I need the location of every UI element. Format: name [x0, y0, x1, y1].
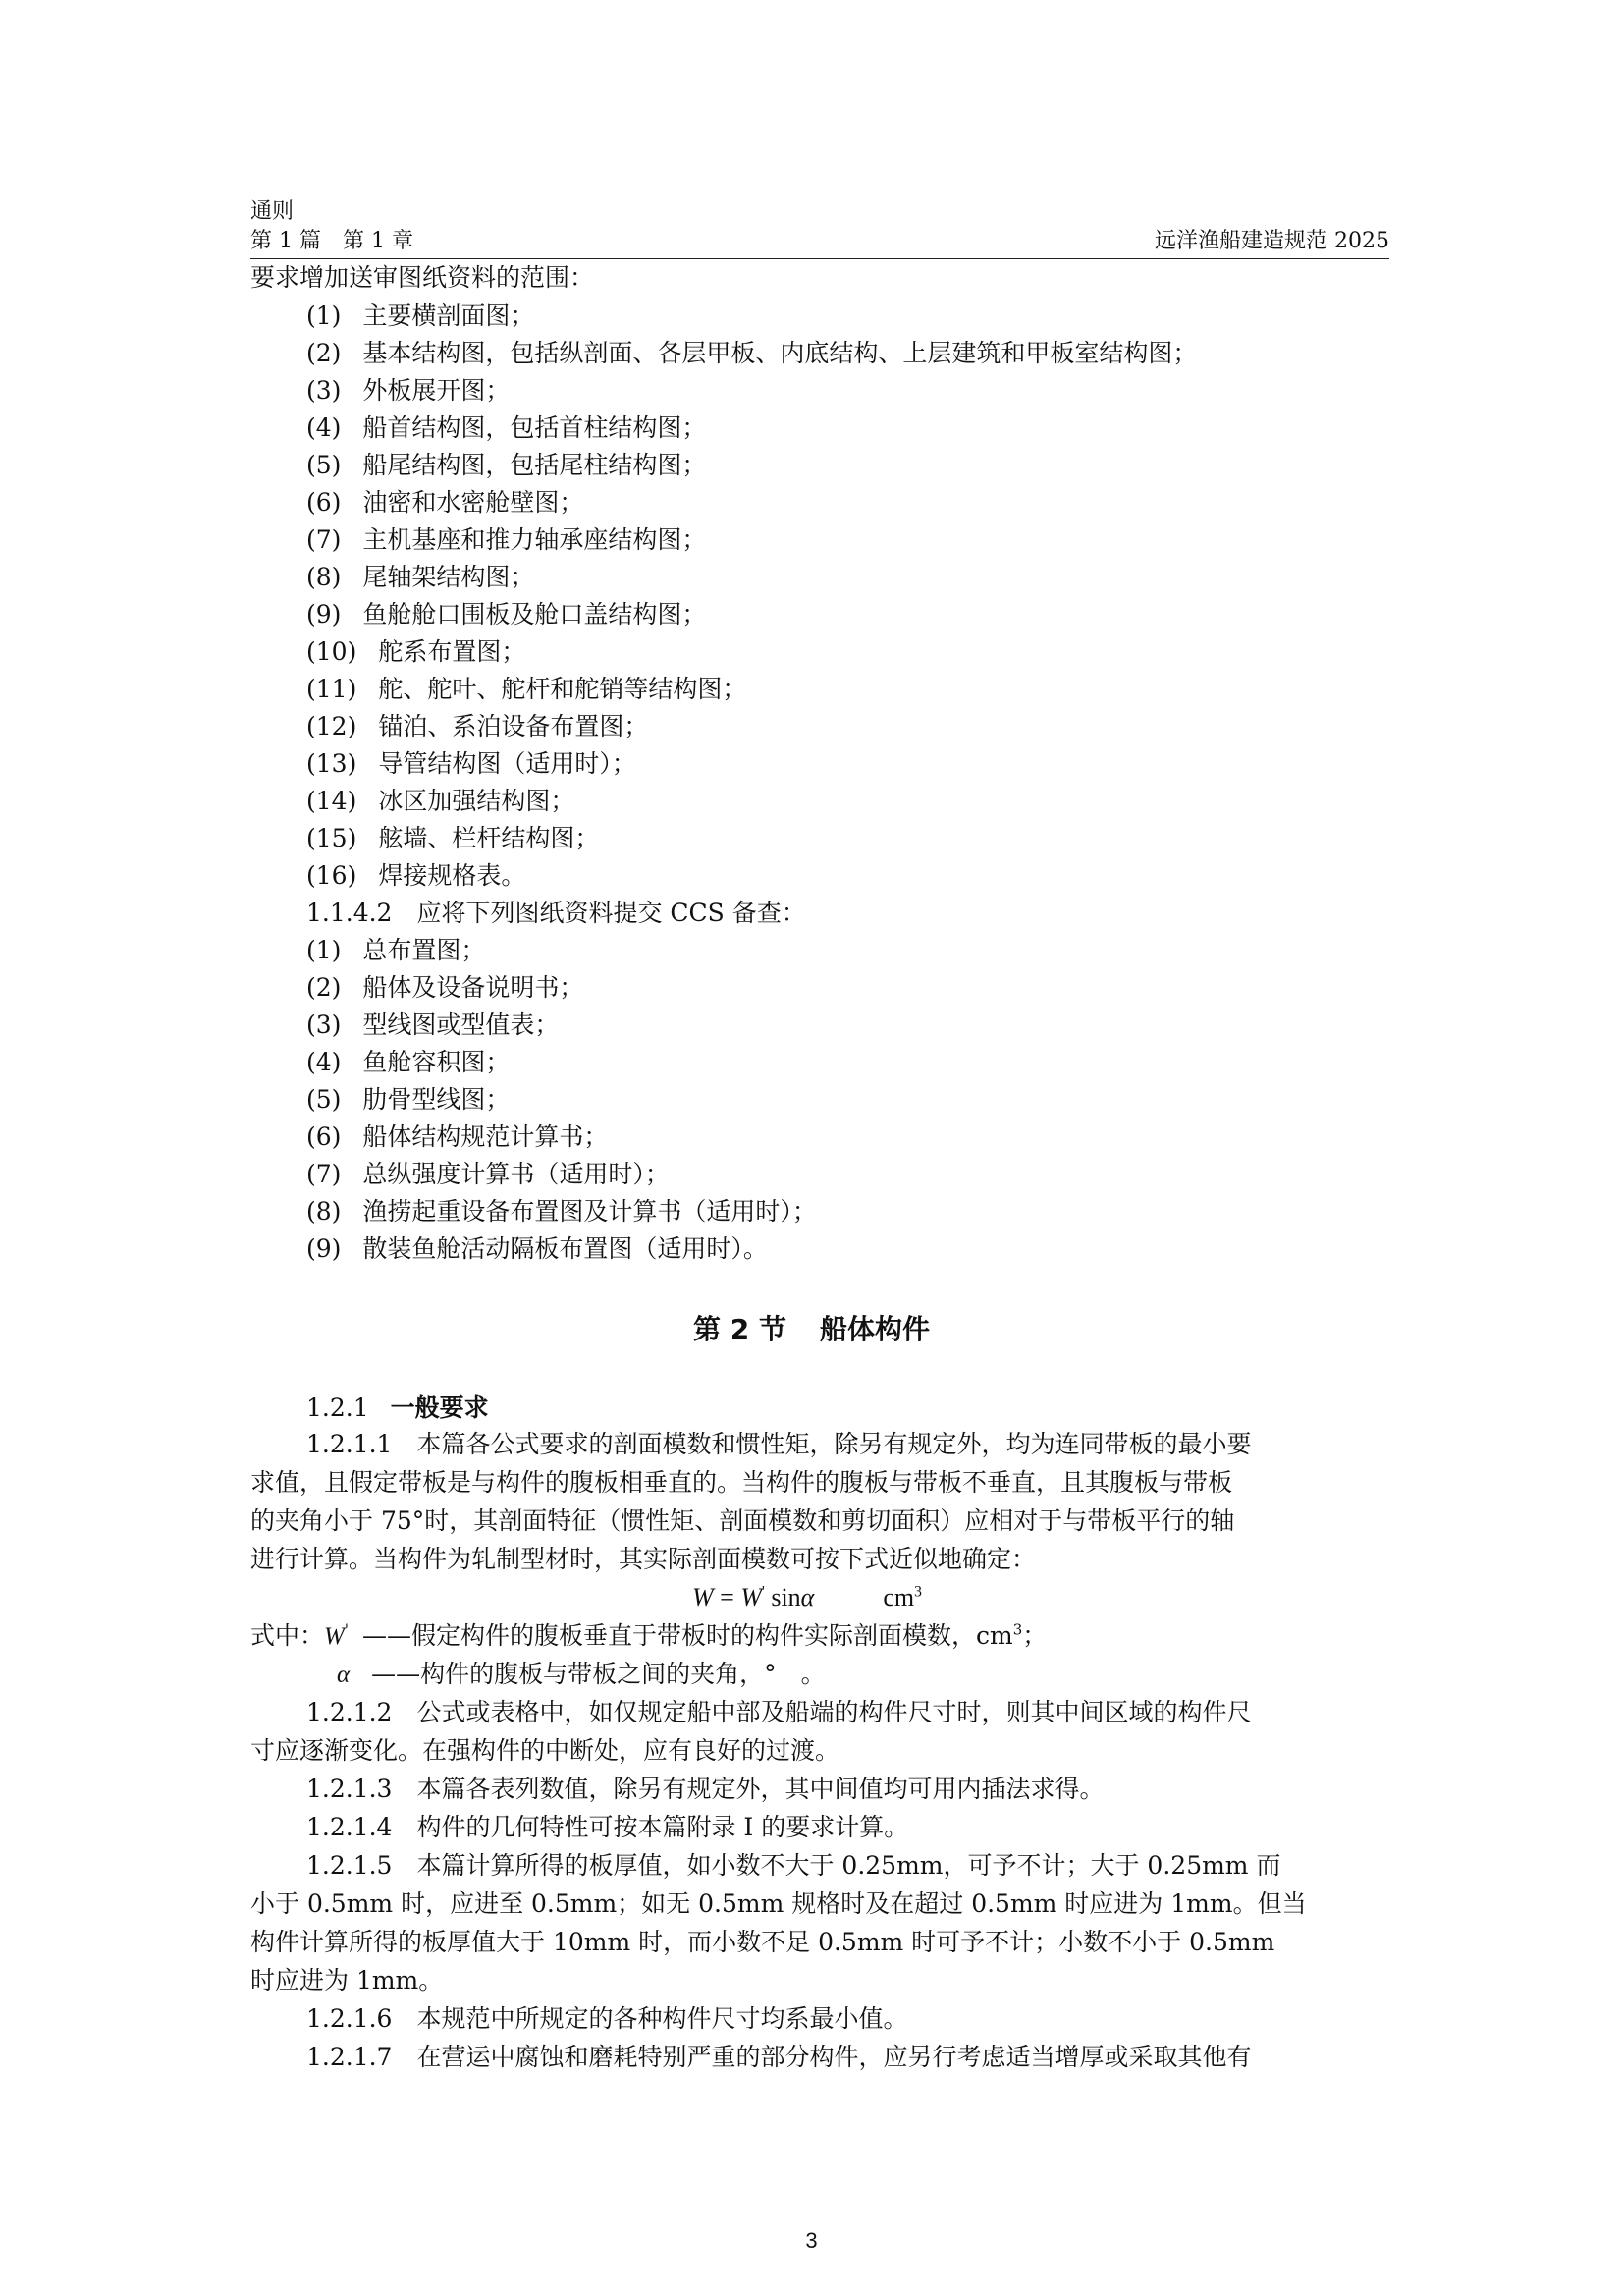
list-item — [306, 936, 485, 965]
list-item-text: 肋骨型线图； — [362, 1085, 511, 1114]
section-number: 第 2 节 — [693, 1313, 786, 1345]
section-title: 船体构件 — [819, 1313, 930, 1345]
paragraph-line: 1.2.1.3 本篇各表列数值，除另有规定外，其中间值均可用内插法求得。 — [306, 1775, 1105, 1803]
definition-text: ——假定构件的腹板垂直于带板时的构件实际剖面模数，cm — [361, 1621, 1013, 1650]
list-item-text: 导管结构图（适用时）； — [378, 749, 636, 778]
list-item — [306, 339, 1197, 368]
list-item-text: 总纵强度计算书（适用时）； — [362, 1160, 670, 1188]
clause-1-1-4-2: 1.1.4.2 应将下列图纸资料提交 CCS 备查： — [306, 899, 806, 927]
formula-lhs: W — [692, 1583, 714, 1612]
list-item — [306, 525, 706, 555]
definition-line: 式中：W' ——假定构件的腹板垂直于带板时的构件实际剖面模数，$cm^3$； — [250, 1620, 1048, 1650]
list-item-number: (3) — [306, 1011, 342, 1039]
list-item-number: (9) — [306, 1234, 342, 1263]
list-item-number: (2) — [306, 339, 342, 367]
list-item-text: 尾轴架结构图； — [362, 563, 535, 591]
list-item — [306, 787, 574, 816]
header-section-label: 通则 — [250, 199, 295, 224]
list-item-text: 舵系布置图； — [378, 637, 526, 666]
list-item-number: (7) — [306, 525, 342, 554]
paragraph-line: 小于 0.5mm 时，应进至 0.5mm；如无 0.5mm 规格时及在超过 0.5mm 时应进为 1mm。但当 — [250, 1889, 1307, 1918]
paragraph-line: 进行计算。当构件为轧制型材时，其实际剖面模数可按下式近似地确定： — [250, 1545, 1037, 1573]
subsection-heading — [306, 1394, 489, 1423]
list-item-number: (7) — [306, 1160, 342, 1188]
paragraph-line: 寸应逐渐变化。在强构件的中断处，应有良好的过渡。 — [250, 1736, 840, 1765]
list-item-number: (6) — [306, 488, 342, 517]
intro-line: 要求增加送审图纸资料的范围： — [250, 263, 595, 292]
paragraph-line: 1.2.1.4 构件的几何特性可按本篇附录 I 的要求计算。 — [306, 1813, 909, 1841]
list-item-text: 舷墙、栏杆结构图； — [378, 824, 600, 852]
list-item-number: (6) — [306, 1122, 342, 1151]
list-item-number: (16) — [306, 861, 357, 890]
list-item — [306, 600, 706, 629]
list-item-number: (15) — [306, 824, 357, 852]
definition-line — [337, 1660, 826, 1690]
definition-symbol: W — [324, 1623, 345, 1650]
list-item-text: 型线图或型值表； — [362, 1011, 560, 1039]
formula-equals: = — [720, 1583, 734, 1612]
list-item — [306, 749, 636, 779]
definition-symbol: α — [337, 1662, 351, 1688]
list-item-number: (9) — [306, 600, 342, 629]
list-item — [306, 1122, 608, 1152]
list-item-text: 散装鱼舱活动隔板布置图（适用时）。 — [362, 1234, 768, 1263]
list-item — [306, 488, 583, 518]
subsection-number: 1.2.1 — [306, 1394, 369, 1422]
list-item-number: (2) — [306, 973, 342, 1002]
header-chapter-label: 第 1 篇 第 1 章 — [250, 229, 413, 253]
paragraph-line: 1.2.1.6 本规范中所规定的各种构件尺寸均系最小值。 — [306, 2004, 908, 2033]
list-item-text: 主要横剖面图； — [362, 301, 535, 330]
list-item-number: (8) — [306, 563, 342, 591]
list-item-text: 船首结构图，包括首柱结构图； — [362, 413, 707, 442]
list-item-text: 舵、舵叶、舵杆和舵销等结构图； — [378, 675, 747, 703]
subsection-title: 一般要求 — [390, 1394, 489, 1422]
list-item-number: (13) — [306, 749, 357, 778]
section-heading — [0, 1312, 1623, 1347]
list-item-text: 锚泊、系泊设备布置图； — [378, 712, 649, 740]
formula-unit: $cm^3$ — [883, 1583, 922, 1612]
list-item-number: (10) — [306, 637, 357, 666]
list-item-text: 基本结构图，包括纵剖面、各层甲板、内底结构、上层建筑和甲板室结构图； — [362, 339, 1198, 367]
paragraph-line: 构件计算所得的板厚值大于 10mm 时，而小数不足 0.5mm 时可予不计；小数不小于 0.5mm — [250, 1928, 1275, 1956]
formula-rhs: W — [740, 1583, 763, 1612]
formula-prime: ' — [762, 1583, 765, 1601]
paragraph-line: 的夹角小于 75°时，其剖面特征（惯性矩、剖面模数和剪切面积）应相对于与带板平行的轴 — [250, 1506, 1235, 1535]
formula-section-modulus — [692, 1582, 922, 1613]
list-item — [306, 675, 746, 704]
list-item-number: (1) — [306, 301, 342, 330]
paragraph-line: 1.2.1.2 公式或表格中，如仅规定船中部及船端的构件尺寸时，则其中间区域的构件尺 — [306, 1698, 1252, 1726]
header-rule — [250, 258, 1389, 259]
list-item — [306, 451, 706, 480]
list-item — [306, 376, 510, 406]
list-item-text: 冰区加强结构图； — [378, 787, 575, 815]
list-item-number: (8) — [306, 1197, 342, 1226]
list-item — [306, 413, 706, 443]
list-item-number: (5) — [306, 1085, 342, 1114]
list-item — [306, 1160, 670, 1189]
list-item-number: (1) — [306, 936, 342, 964]
list-item-number: (11) — [306, 675, 357, 703]
list-item — [306, 861, 525, 891]
formula-angle: α — [800, 1583, 815, 1612]
list-item-number: (5) — [306, 451, 342, 479]
list-item-text: 渔捞起重设备布置图及计算书（适用时）； — [362, 1197, 817, 1226]
paragraph-line: 求值，且假定带板是与构件的腹板相垂直的。当构件的腹板与带板不垂直，且其腹板与带板 — [250, 1468, 1233, 1497]
list-item-text: 船体及设备说明书； — [362, 973, 584, 1002]
list-item — [306, 1234, 768, 1264]
paragraph-line: 1.2.1.5 本篇计算所得的板厚值，如小数不大于 0.25mm，可予不计；大于 0.25mm 而 — [306, 1851, 1281, 1880]
page-number: 3 — [805, 2228, 818, 2253]
definition-prefix: 式中： — [250, 1621, 325, 1650]
list-item-number: (4) — [306, 413, 342, 442]
list-item-text: 主机基座和推力轴承座结构图； — [362, 525, 707, 554]
definition-text: ——构件的腹板与带板之间的夹角，° 。 — [371, 1660, 826, 1688]
list-item — [306, 563, 534, 592]
list-item-text: 油密和水密舱壁图； — [362, 488, 584, 517]
list-item — [306, 637, 525, 667]
header-book-title: 远洋渔船建造规范 2025 — [1155, 229, 1389, 253]
list-item — [306, 973, 583, 1003]
list-item — [306, 1197, 817, 1227]
list-item — [306, 824, 599, 853]
list-item — [306, 712, 648, 741]
list-item-number: (14) — [306, 787, 357, 815]
list-item-number: (12) — [306, 712, 357, 740]
list-item-text: 鱼舱容积图； — [362, 1048, 511, 1076]
paragraph-line: 1.2.1.7 在营运中腐蚀和磨耗特别严重的部分构件，应另行考虑适当增厚或采取其他有 — [306, 2043, 1252, 2071]
list-item — [306, 1011, 559, 1040]
list-item — [306, 1085, 510, 1115]
list-item-text: 鱼舱舱口围板及舱口盖结构图； — [362, 600, 707, 629]
list-item-number: (3) — [306, 376, 342, 405]
list-item-text: 外板展开图； — [362, 376, 511, 405]
list-item — [306, 301, 534, 331]
formula-function: sin — [771, 1583, 801, 1612]
paragraph-line: 时应进为 1mm。 — [250, 1966, 444, 1995]
list-item-number: (4) — [306, 1048, 342, 1076]
list-item-text: 总布置图； — [362, 936, 486, 964]
list-item-text: 船体结构规范计算书； — [362, 1122, 609, 1151]
list-item-text: 焊接规格表。 — [378, 861, 526, 890]
paragraph-line: 1.2.1.1 本篇各公式要求的剖面模数和惯性矩，除另有规定外，均为连同带板的最小要 — [306, 1430, 1252, 1458]
list-item-text: 船尾结构图，包括尾柱结构图； — [362, 451, 707, 479]
list-item — [306, 1048, 510, 1077]
